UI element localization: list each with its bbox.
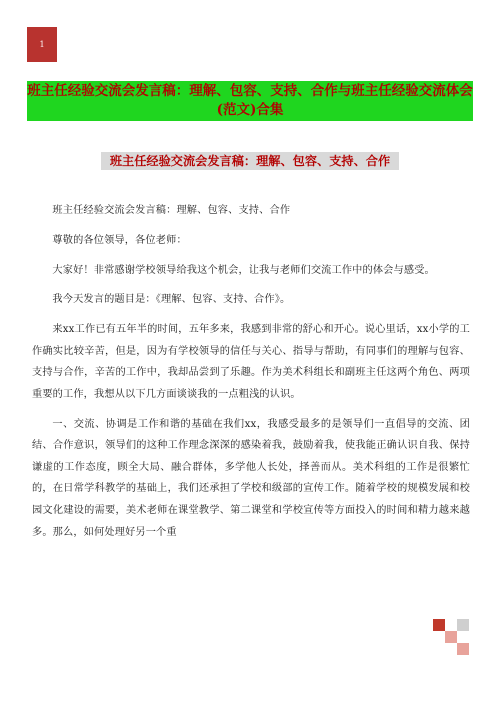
paragraph: 班主任经验交流会发言稿：理解、包容、支持、合作: [52, 205, 291, 216]
paragraph: 我今天发言的题目是：《理解、包容、支持、合作》。: [52, 294, 291, 306]
square-dark: [433, 619, 445, 631]
paragraph: 来xx工作已有五年半的时间，五年多来，我感到非常的舒心和开心。说心里话，xx小学的工作确实比较辛苦，但是，因为有学校领导的信任与关心、指导与帮助，有同事们的理解与包容、支持与合作，辛苦的工作中，我却品尝到了乐趣。作为美术科组长和副班主任这两个角色、两项重要的工作，我想从以下几方面谈谈我的一点粗浅的认识。: [32, 324, 470, 400]
square-gray: [457, 619, 469, 631]
document-title: 班主任经验交流会发言稿：理解、包容、支持、合作与班主任经验交流体会(范文)合集: [27, 81, 473, 121]
section-heading: 班主任经验交流会发言稿：理解、包容、支持、合作: [101, 152, 399, 170]
page-number-badge: [27, 27, 57, 62]
square-light: [457, 643, 469, 655]
paragraph: 大家好！非常感谢学校领导给我这个机会，让我与老师们交流工作中的体会与感受。: [52, 264, 435, 276]
document-body: [32, 200, 470, 551]
page-number: 1: [39, 40, 45, 49]
paragraph: 尊敬的各位领导，各位老师：: [52, 234, 187, 246]
paragraph: 一、交流、协调是工作和谐的基础在我们xx，我感受最多的是领导们一直倡导的交流、团结、合作意识，领导们的这种工作理念深深的感染着我，鼓励着我，使我能正确认识自我、保持谦虚的工作态度，顾全大局、融合群体，多学他人长处，择善而从。美术科组的工作是很繁忙的，在日常学科教学的基础上，我们还承担了学校和级部的宣传工作。随着学校的规模发展和校园文化建设的需要，美术老师在课堂教学、第二课堂和学校宣传等方面投入的时间和精力越来越多。那么，如何处理好另一个重: [32, 418, 470, 538]
square-light: [445, 631, 457, 643]
